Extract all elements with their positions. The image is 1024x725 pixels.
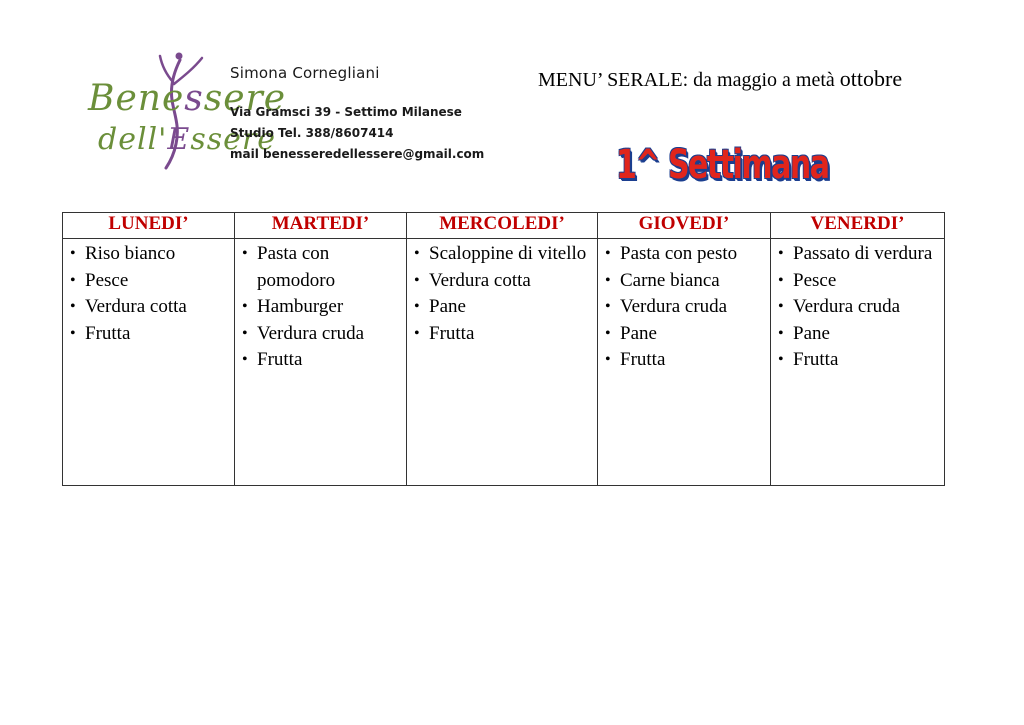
list-item: • Scaloppine di vitello: [413, 241, 593, 268]
dish-list: [777, 241, 940, 374]
list-item: • Hamburger: [241, 294, 402, 321]
day-cell-martedi: [235, 239, 407, 486]
day-header: VENERDI’: [771, 213, 945, 239]
contact-name: Simona Cornegliani: [230, 64, 380, 82]
day-cell-mercoledi: [407, 239, 598, 486]
logo-word-dellessere: dell'Essere: [98, 122, 276, 157]
day-header: GIOVEDI’: [598, 213, 771, 239]
dish-list: [413, 241, 593, 347]
menu-title-end: ottobre: [839, 66, 903, 91]
list-item: • Passato di verdura: [777, 241, 940, 268]
contact-phone: Studio Tel. 388/8607414: [230, 126, 394, 140]
list-item: • Pane: [777, 321, 940, 348]
table-header-row: [63, 213, 945, 239]
list-item: • Riso bianco: [69, 241, 230, 268]
list-item: • Pesce: [69, 268, 230, 295]
logo-word-benessere: Benessere: [88, 78, 287, 119]
day-cell-lunedi: [63, 239, 235, 486]
menu-title: [538, 66, 902, 92]
dish-list: [241, 241, 402, 374]
list-item: • Frutta: [241, 347, 402, 374]
list-item: • Verdura cotta: [69, 294, 230, 321]
menu-title-text: MENU’ SERALE: da maggio a metà: [538, 69, 835, 91]
list-item: • Verdura cotta: [413, 268, 593, 295]
dish-list: [69, 241, 230, 347]
day-header: LUNEDI’: [63, 213, 235, 239]
list-item: • Pesce: [777, 268, 940, 295]
list-item: • Verdura cruda: [241, 321, 402, 348]
day-cell-giovedi: [598, 239, 771, 486]
list-item: • Pasta con pomodoro: [241, 241, 402, 294]
contact-block: [230, 64, 484, 165]
list-item: • Carne bianca: [604, 268, 766, 295]
list-item: • Frutta: [69, 321, 230, 348]
contact-email: mail benesseredellessere@gmail.com: [230, 147, 485, 161]
table-row: [63, 239, 945, 486]
day-cell-venerdi: [771, 239, 945, 486]
list-item: • Pasta con pesto: [604, 241, 766, 268]
list-item: • Frutta: [604, 347, 766, 374]
list-item: • Frutta: [413, 321, 593, 348]
menu-table: [62, 212, 945, 486]
logo: [70, 52, 287, 172]
list-item: • Verdura cruda: [777, 294, 940, 321]
list-item: • Frutta: [777, 347, 940, 374]
contact-address: Via Gramsci 39 - Settimo Milanese: [230, 105, 462, 119]
week-title: 1^ Settimana: [616, 142, 829, 188]
day-header: MERCOLEDI’: [407, 213, 598, 239]
list-item: • Pane: [604, 321, 766, 348]
list-item: • Pane: [413, 294, 593, 321]
day-header: MARTEDI’: [235, 213, 407, 239]
dish-list: [604, 241, 766, 374]
list-item: • Verdura cruda: [604, 294, 766, 321]
